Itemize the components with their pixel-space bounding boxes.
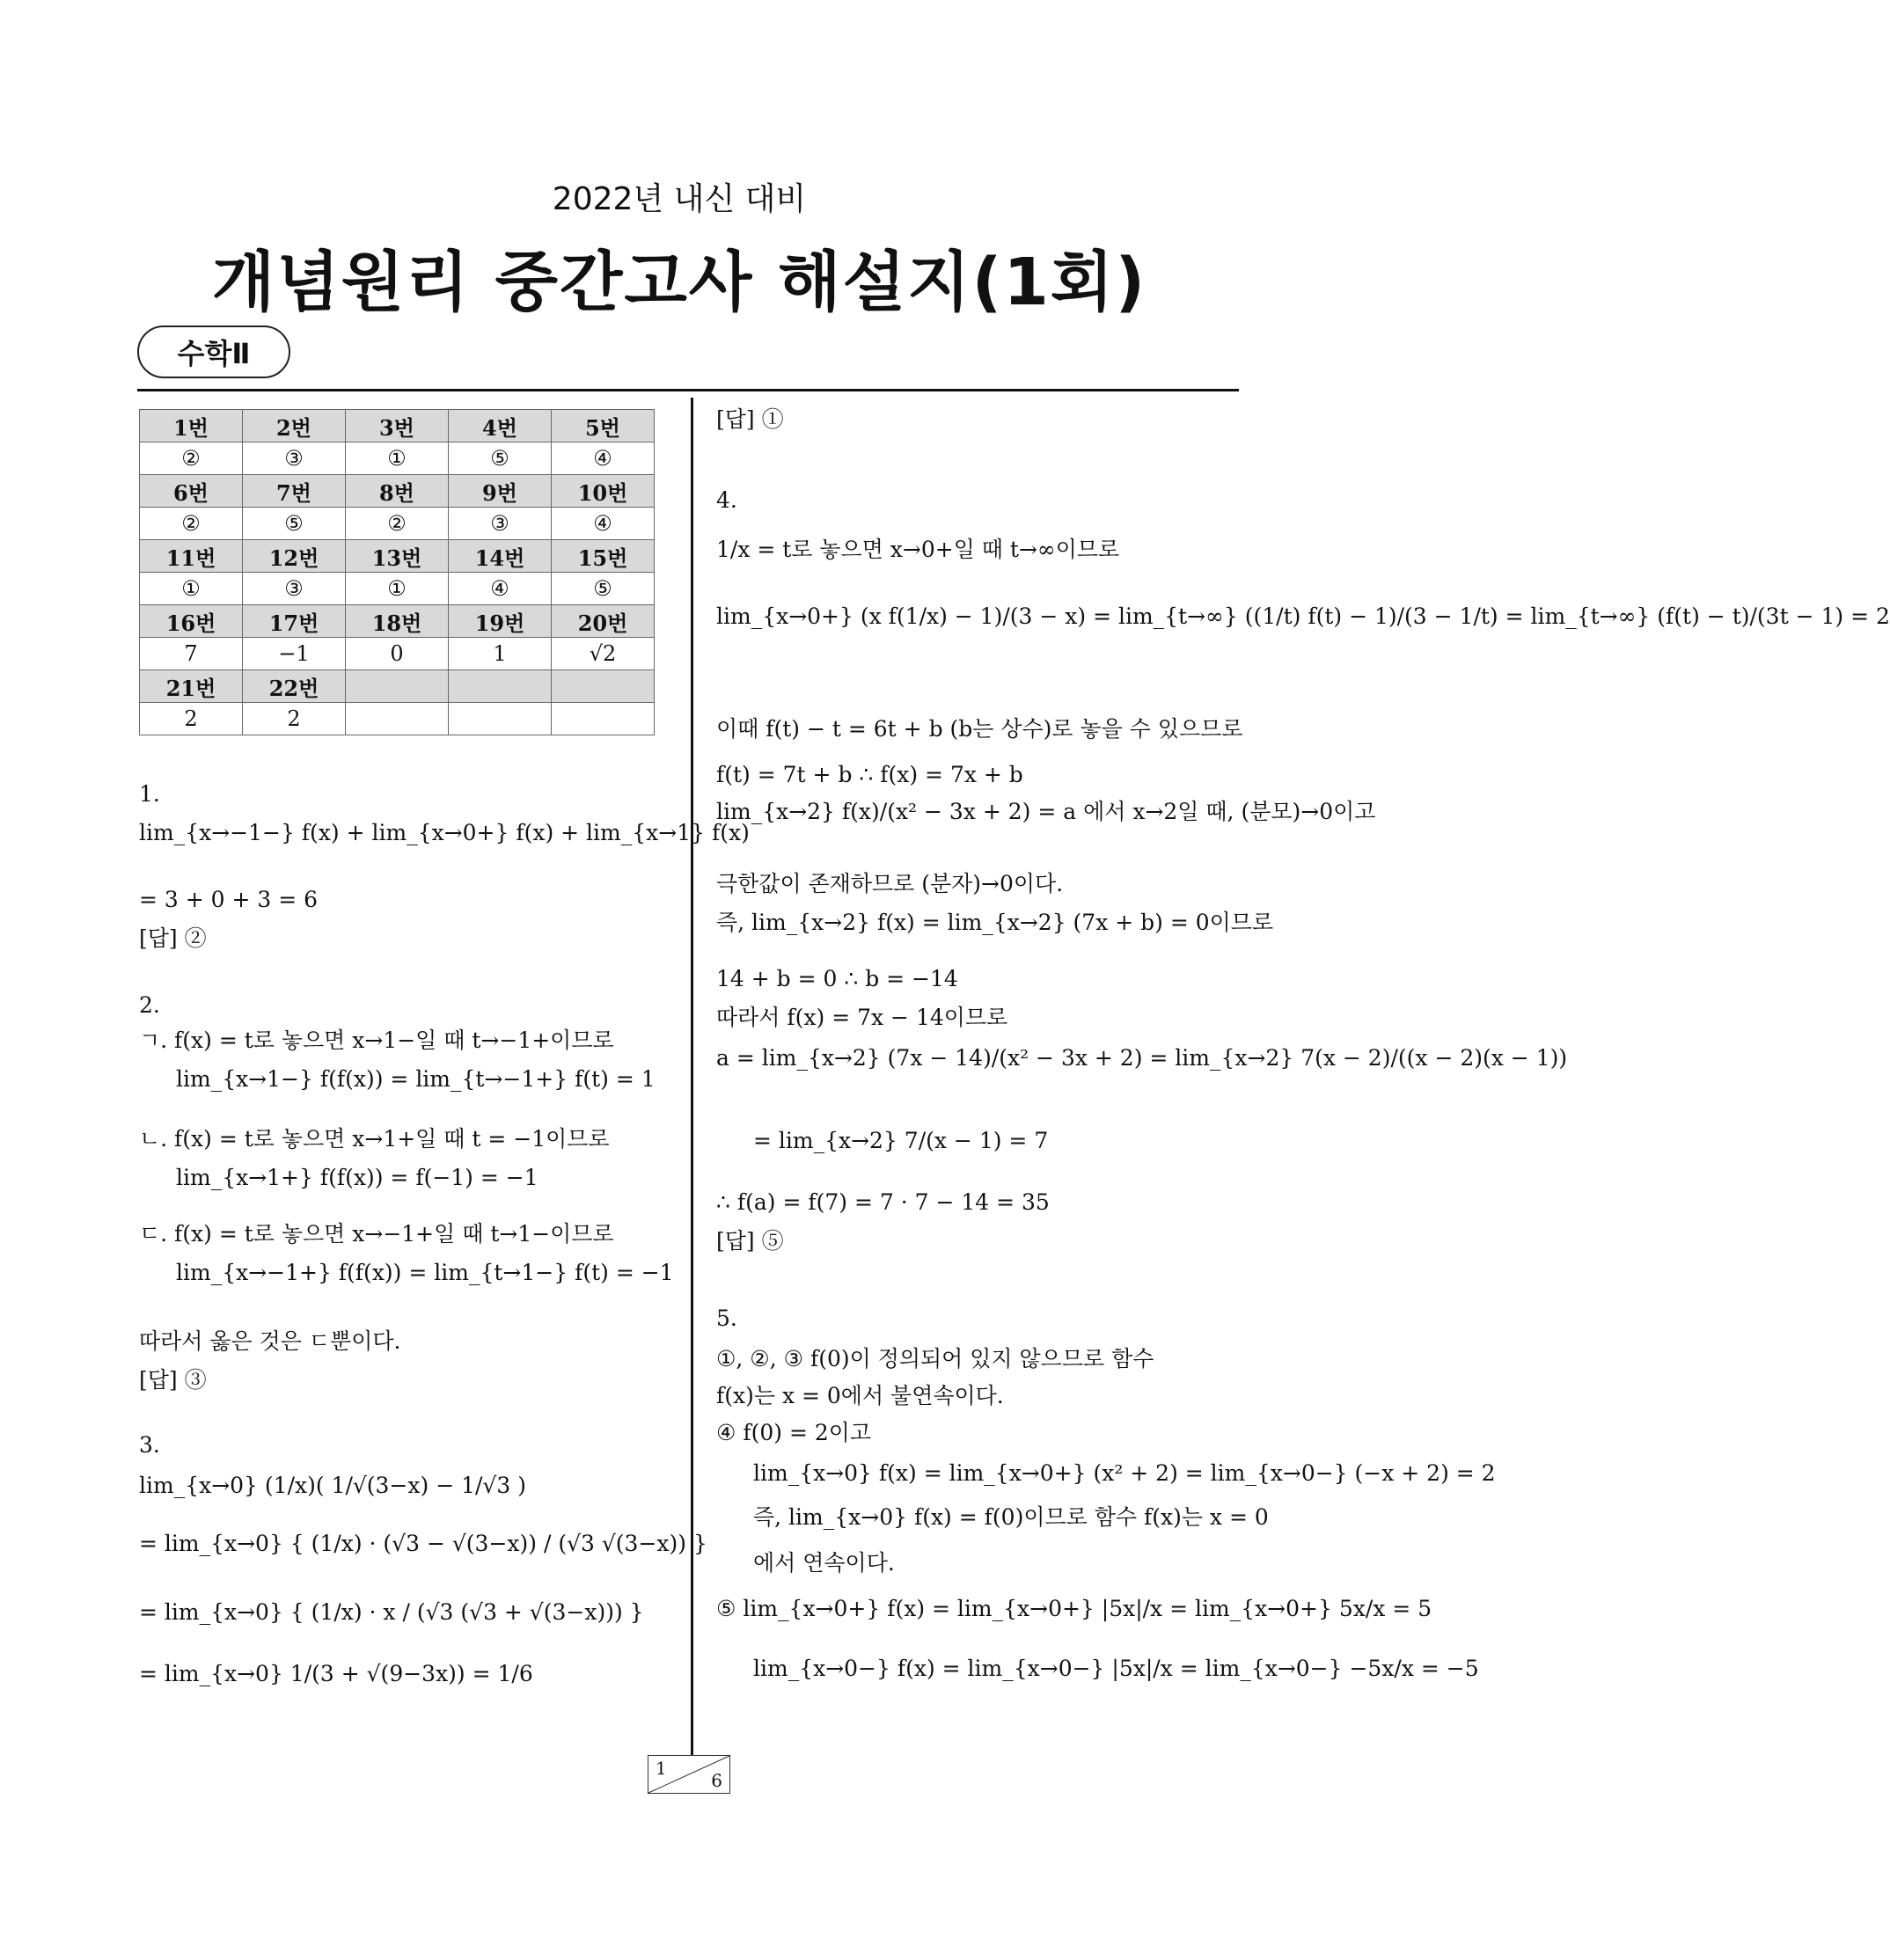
question-number-cell: 19번 [449,605,552,638]
left-solution-line: ㄴ. f(x) = t로 놓으면 x→1+일 때 t = −1이므로 [139,1126,610,1152]
question-number-cell: 3번 [346,410,449,442]
answer-cell: ② [346,508,449,540]
question-number-cell: 14번 [449,540,552,573]
answer-cell: ⑤ [449,442,552,475]
question-number-cell: 6번 [140,475,243,508]
question-number-cell: 9번 [449,475,552,508]
right-solution-line: lim_{x→0} f(x) = lim_{x→0+} (x² + 2) = lim_{x→0−} (−x + 2) = 2 [753,1460,1496,1486]
left-solution-line: = lim_{x→0} 1/(3 + √(9−3x)) = 1/6 [139,1661,533,1686]
right-solution-line: 1/x = t로 놓으면 x→0+일 때 t→∞이므로 [716,537,1120,562]
answer-cell: ⑤ [243,508,346,540]
answer-value-row [140,703,655,735]
left-solution-line: lim_{x→−1+} f(f(x)) = lim_{t→1−} f(t) = −1 [176,1260,674,1285]
answer-cell: √2 [552,638,655,670]
left-solution-line: lim_{x→0} (1/x)( 1/√(3−x) − 1/√3 ) [139,1473,526,1498]
answer-cell: ① [346,442,449,475]
answer-header-row [140,475,655,508]
answer-cell: ④ [552,442,655,475]
answer-cell: 0 [346,638,449,670]
question-number-cell: 10번 [552,475,655,508]
question-number-cell [346,670,449,703]
right-solution-line: ∴ f(a) = f(7) = 7 · 7 − 14 = 35 [716,1189,1050,1215]
question-number-cell: 11번 [140,540,243,573]
question-number-cell: 7번 [243,475,346,508]
left-solution-line: = lim_{x→0} { (1/x) · x / (√3 (√3 + √(3−x))) } [139,1599,644,1625]
left-solution-line: 2. [139,992,160,1018]
right-solution-line: 즉, lim_{x→0} f(x) = f(0)이므로 함수 f(x)는 x = 0 [753,1504,1269,1530]
right-solution-line: lim_{x→0+} (x f(1/x) − 1)/(3 − x) = lim_{t→∞} ((1/t) f(t) − 1)/(3 − 1/t) = lim_{t→∞} (f(t) − t)/(3t − 1) = 2 [716,603,1890,629]
answer-value-row [140,638,655,670]
right-solution-line: 극한값이 존재하므로 (분자)→0이다. [716,871,1064,896]
right-solution-line: 5. [716,1305,737,1331]
answer-cell: ④ [449,573,552,605]
page-total: 6 [711,1770,722,1791]
answer-cell: ④ [552,508,655,540]
subject-badge: 수학Ⅱ [137,325,290,378]
answer-value-row [140,442,655,475]
answer-header-row [140,605,655,638]
answer-table [139,409,655,735]
right-solution-line: [답] ⑤ [716,1228,784,1254]
page-title: 개념원리 중간고사 해설지(1회) [211,245,1147,320]
question-number-cell: 21번 [140,670,243,703]
header-divider [137,389,1239,391]
right-solution-line: [답] ① [716,406,784,432]
left-solution-line: = 3 + 0 + 3 = 6 [139,887,319,912]
answer-cell: 2 [140,703,243,735]
question-number-cell: 13번 [346,540,449,573]
question-number-cell: 1번 [140,410,243,442]
right-solution-line: 따라서 f(x) = 7x − 14이므로 [716,1005,1008,1030]
question-number-cell: 22번 [243,670,346,703]
answer-cell [346,703,449,735]
question-number-cell: 5번 [552,410,655,442]
left-solution-line: ㄷ. f(x) = t로 놓으면 x→−1+일 때 t→1−이므로 [139,1221,614,1247]
left-solution-line: = lim_{x→0} { (1/x) · (√3 − √(3−x)) / (√3 √(3−x)) } [139,1531,707,1556]
right-solution-line: ①, ②, ③ f(0)이 정의되어 있지 않으므로 함수 [716,1346,1154,1371]
left-solution-line: 1. [139,781,160,807]
left-solution-line: [답] ③ [139,1367,207,1393]
answer-cell: 7 [140,638,243,670]
question-number-cell: 20번 [552,605,655,638]
answer-value-row [140,508,655,540]
right-solution-line: 14 + b = 0 ∴ b = −14 [716,966,958,991]
answer-cell: ② [140,508,243,540]
right-solution-line: lim_{x→2} f(x)/(x² − 3x + 2) = a 에서 x→2일 때, (분모)→0이고 [716,799,1376,824]
left-solution-line: ㄱ. f(x) = t로 놓으면 x→1−일 때 t→−1+이므로 [139,1028,614,1053]
right-solution-line: f(t) = 7t + b ∴ f(x) = 7x + b [716,762,1023,787]
question-number-cell [552,670,655,703]
question-number-cell: 4번 [449,410,552,442]
page-subtitle: 2022년 내신 대비 [552,181,807,217]
right-solution-line: 즉, lim_{x→2} f(x) = lim_{x→2} (7x + b) = 0이므로 [716,910,1274,935]
answer-cell [449,703,552,735]
answer-cell: 1 [449,638,552,670]
answer-cell: ③ [243,573,346,605]
question-number-cell: 18번 [346,605,449,638]
question-number-cell: 8번 [346,475,449,508]
page-current: 1 [656,1758,667,1779]
answer-header-row [140,670,655,703]
right-solution-line: a = lim_{x→2} (7x − 14)/(x² − 3x + 2) = lim_{x→2} 7(x − 2)/((x − 2)(x − 1)) [716,1045,1568,1071]
left-solution-line: lim_{x→−1−} f(x) + lim_{x→0+} f(x) + lim_{x→1} f(x) [139,820,750,845]
answer-cell: ① [140,573,243,605]
question-number-cell: 15번 [552,540,655,573]
page-number [648,1755,730,1794]
left-solution-line: 3. [139,1432,160,1458]
answer-cell: −1 [243,638,346,670]
question-number-cell: 12번 [243,540,346,573]
question-number-cell: 17번 [243,605,346,638]
answer-cell [552,703,655,735]
left-solution-line: lim_{x→1+} f(f(x)) = f(−1) = −1 [176,1165,538,1190]
right-solution-line: 에서 연속이다. [753,1550,895,1576]
question-number-cell [449,670,552,703]
left-solution-line: [답] ② [139,925,207,951]
right-column [716,406,1890,1754]
right-solution-line: ④ f(0) = 2이고 [716,1420,872,1445]
right-solution-line: = lim_{x→2} 7/(x − 1) = 7 [753,1128,1049,1153]
left-solution-line: lim_{x→1−} f(f(x)) = lim_{t→−1+} f(t) = 1 [176,1066,656,1092]
answer-header-row [140,540,655,573]
answer-cell: ① [346,573,449,605]
answer-cell: ③ [243,442,346,475]
right-solution-line: 이때 f(t) − t = 6t + b (b는 상수)로 놓을 수 있으므로 [716,716,1243,742]
answer-cell: ③ [449,508,552,540]
right-solution-line: lim_{x→0−} f(x) = lim_{x→0−} |5x|/x = lim_{x→0−} −5x/x = −5 [753,1656,1479,1681]
right-solution-line: f(x)는 x = 0에서 불연속이다. [716,1383,1004,1408]
answer-cell: ⑤ [552,573,655,605]
answer-value-row [140,573,655,605]
left-solution-line: 따라서 옳은 것은 ㄷ뿐이다. [139,1328,401,1354]
question-number-cell: 2번 [243,410,346,442]
right-solution-line: 4. [716,487,737,513]
question-number-cell: 16번 [140,605,243,638]
answer-cell: 2 [243,703,346,735]
answer-cell: ② [140,442,243,475]
answer-header-row [140,410,655,442]
right-solution-line: ⑤ lim_{x→0+} f(x) = lim_{x→0+} |5x|/x = lim_{x→0+} 5x/x = 5 [716,1596,1432,1621]
